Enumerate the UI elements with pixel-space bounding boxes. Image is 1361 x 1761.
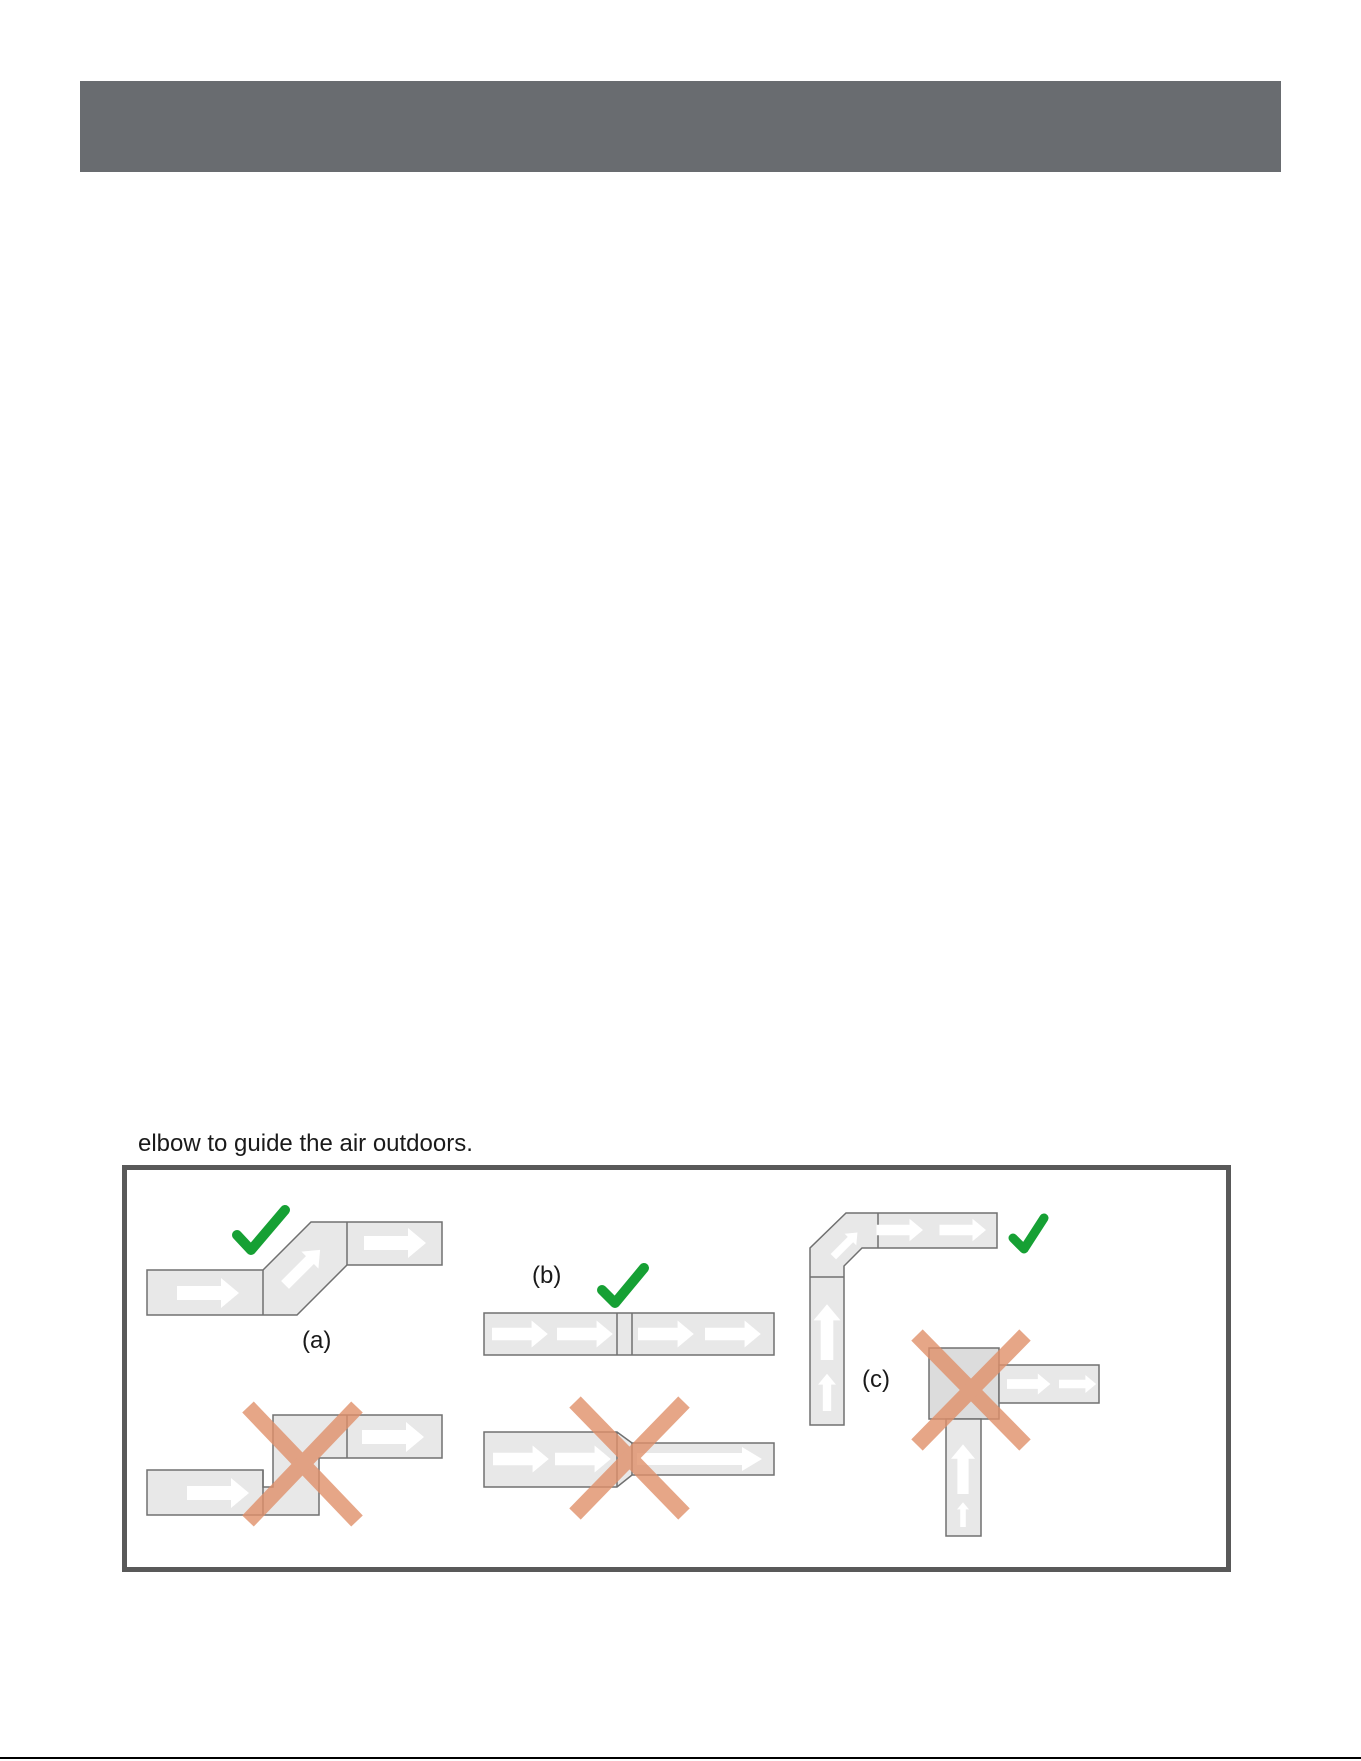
duct-installation-figure [122,1165,1231,1572]
header-band [80,81,1281,172]
label-a: (a) [302,1327,332,1354]
diagram-c-incorrect [917,1335,1099,1536]
label-b: (b) [532,1262,562,1289]
check-icon [237,1210,285,1250]
label-c: (c) [862,1366,890,1393]
diagram-b-correct [484,1262,774,1355]
check-icon [1013,1218,1044,1249]
diagram-b-incorrect [484,1402,774,1514]
diagram-a-correct [147,1210,442,1354]
figure-caption: elbow to guide the air outdoors. [138,1130,473,1157]
bottom-rule [0,1757,1361,1759]
check-icon [602,1268,644,1303]
diagram-a-incorrect [147,1407,442,1521]
